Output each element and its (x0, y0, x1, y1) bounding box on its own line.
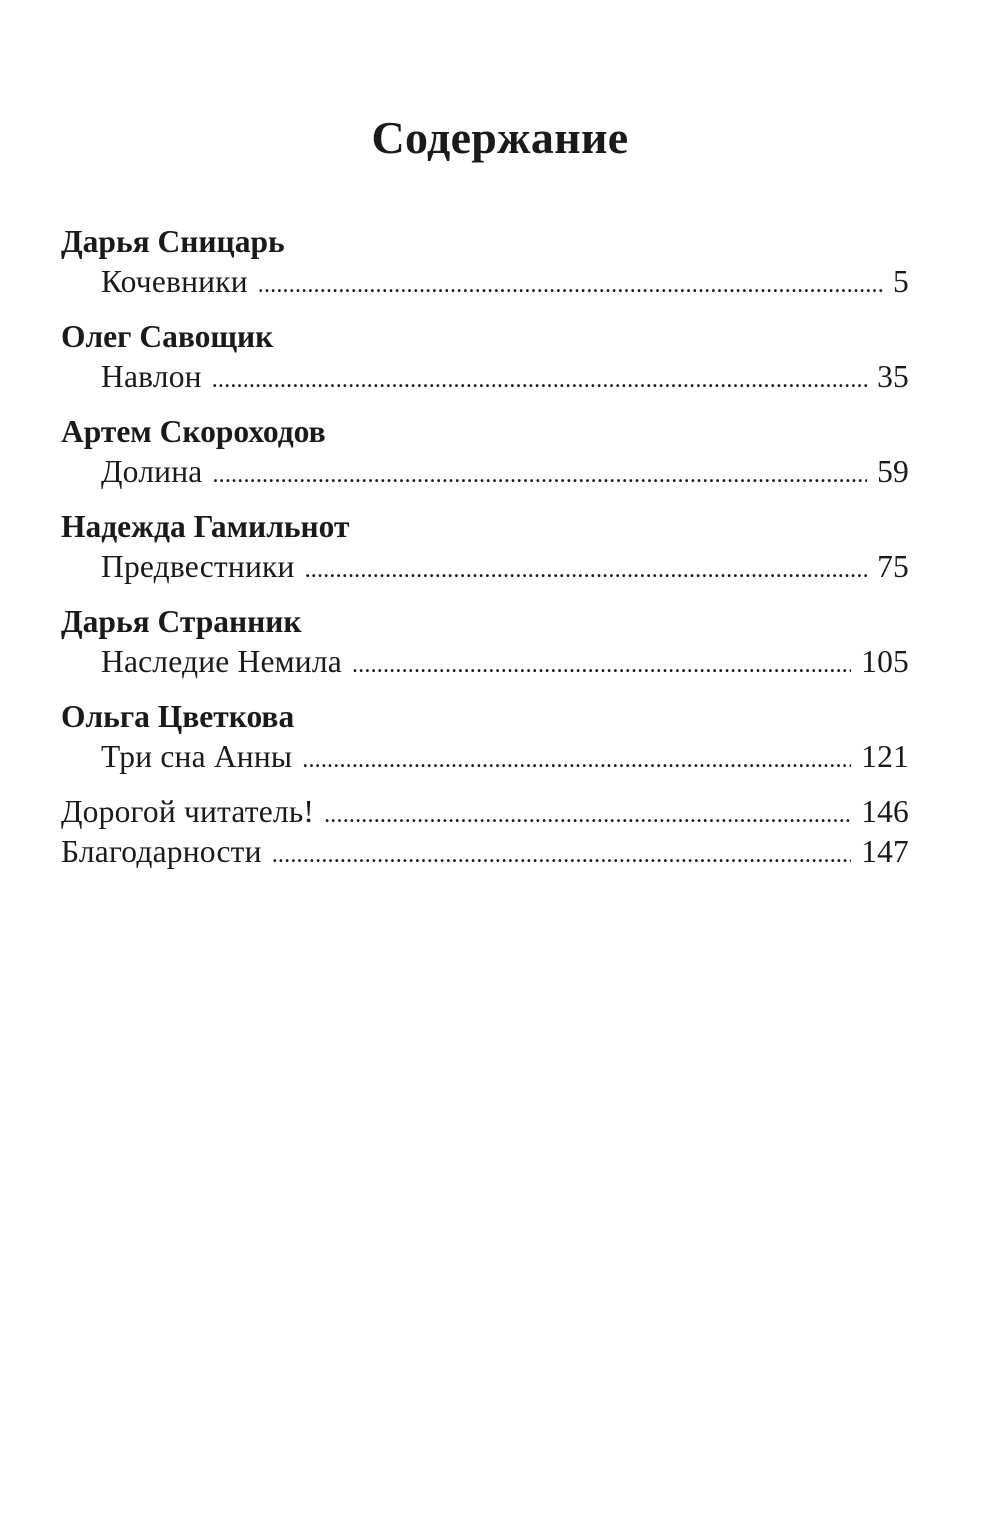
dot-leader (302, 740, 851, 780)
toc-entry[interactable] (61, 452, 909, 492)
toc-author: Ольга Цветкова (61, 699, 295, 734)
dot-leader (258, 265, 883, 305)
toc-extra-label: Дорогой читатель! (61, 794, 315, 829)
toc-author: Артем Скороходов (61, 414, 326, 449)
toc-entry[interactable] (61, 262, 909, 302)
toc-author: Олег Савощик (61, 319, 274, 354)
toc-story-title: Долина (101, 454, 203, 489)
toc-entry-extra[interactable] (61, 832, 909, 872)
toc-page-number: 105 (861, 644, 909, 679)
toc-entry[interactable] (61, 642, 909, 682)
toc-story-title: Три сна Анны (101, 739, 293, 774)
toc-entry-extra[interactable] (61, 792, 909, 832)
toc-page-number: 121 (861, 739, 909, 774)
toc-page-number: 35 (877, 359, 909, 394)
page-title: Содержание (371, 112, 629, 163)
table-of-contents (61, 222, 909, 872)
toc-story-title: Наследие Немила (101, 644, 342, 679)
toc-page-number: 146 (861, 794, 909, 829)
toc-story-title: Кочевники (101, 264, 248, 299)
dot-leader (272, 835, 851, 875)
dot-leader (324, 795, 851, 835)
toc-story-title: Навлон (101, 359, 202, 394)
dot-leader (212, 455, 867, 495)
toc-page-number: 147 (861, 834, 909, 869)
toc-extras (61, 792, 909, 872)
toc-page-number: 59 (877, 454, 909, 489)
dot-leader (212, 360, 867, 400)
toc-author: Надежда Гамильнот (61, 509, 350, 544)
toc-entry[interactable] (61, 547, 909, 587)
toc-extra-label: Благодарности (61, 834, 262, 869)
toc-author: Дарья Сницарь (61, 224, 285, 259)
toc-author: Дарья Странник (61, 604, 302, 639)
toc-story-title: Предвестники (101, 549, 295, 584)
dot-leader (352, 645, 851, 685)
toc-page-number: 75 (877, 549, 909, 584)
toc-entry[interactable] (61, 357, 909, 397)
toc-page-number: 5 (893, 264, 909, 299)
dot-leader (305, 550, 868, 590)
toc-entry[interactable] (61, 737, 909, 777)
